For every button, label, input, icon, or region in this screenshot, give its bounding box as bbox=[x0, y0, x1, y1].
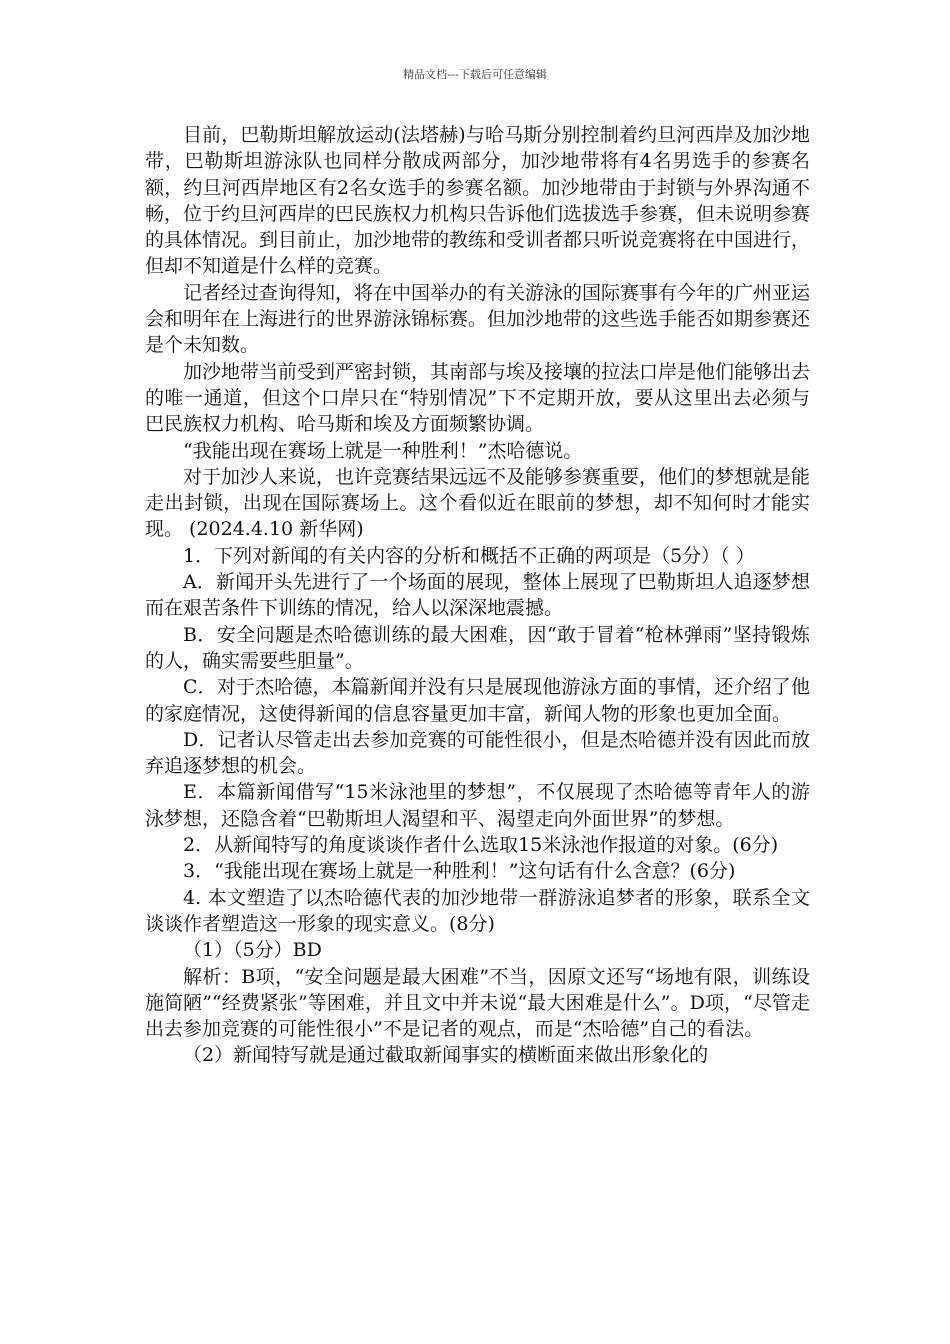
paragraph: 目前，巴勒斯坦解放运动(法塔赫)与哈马斯分别控制着约旦河西岸及加沙地带，巴勒斯坦游泳队也同样分散成两部分，加沙地带将有4名男选手的参赛名额，约旦河西岸地区有2名女选手的参赛名额。加沙地带由于封锁与外界沟通不畅，位于约旦河西岸的巴民族权力机构只告诉他们选拔选手参赛，但未说明参赛的具体情况。到目前止，加沙地带的教练和受训者都只听说竞赛将在中国进行，但却不知道是什么样的竞赛。 bbox=[145, 124, 811, 278]
question-2: 2．从新闻特写的角度谈谈作者什么选取15米泳池作报道的对象。(6分) bbox=[183, 834, 779, 857]
page-header: 精品文档---下载后可任意编辑 bbox=[403, 68, 547, 81]
answer-1-explanation: 解析：B项，“安全问题是最大困难”不当，因原文还写“场地有限，训练设施简陋”“经费紧张”等困难，并且文中并未说“最大困难是什么”。D项，“尽管走出去参加竞赛的可能性很小”不是记者的观点，而是“杰哈德”自己的看法。 bbox=[145, 965, 810, 1041]
paragraph: 加沙地带当前受到严密封锁，其南部与埃及接壤的拉法口岸是他们能够出去的唯一通道，但这个口岸只在“特别情况”下不定期开放，要从这里出去必须与巴民族权力机构、哈马斯和埃及方面频繁协调。 bbox=[145, 360, 811, 436]
paragraph: “我能出现在赛场上就是一种胜利！”杰哈德说。 bbox=[183, 439, 583, 462]
question-1: 1．下列对新闻的有关内容的分析和概括不正确的两项是（5分）（ ） bbox=[183, 544, 755, 567]
answer-2: （2）新闻特写就是通过截取新闻事实的横断面来做出形象化的 bbox=[183, 1044, 709, 1067]
document-body bbox=[145, 122, 810, 1069]
option-e: E．本篇新闻借写“15米泳池里的梦想”，不仅展现了杰哈德等青年人的游泳梦想，还隐含着“巴勒斯坦人渴望和平、渴望走向外面世界”的梦想。 bbox=[145, 781, 810, 830]
paragraph: 记者经过查询得知，将在中国举办的有关游泳的国际赛事有今年的广州亚运会和明年在上海进行的世界游泳锦标赛。但加沙地带的这些选手能否如期参赛还是个未知数。 bbox=[145, 281, 811, 357]
question-4: 4. 本文塑造了以杰哈德代表的加沙地带一群游泳追梦者的形象，联系全文谈谈作者塑造这一形象的现实意义。(8分) bbox=[145, 886, 810, 935]
option-c: C．对于杰哈德，本篇新闻并没有只是展现他游泳方面的事情，还介绍了他的家庭情况，这使得新闻的信息容量更加丰富，新闻人物的形象也更加全面。 bbox=[145, 676, 810, 725]
option-b: B．安全问题是杰哈德训练的最大困难，因“敢于冒着“枪林弹雨”坚持锻炼的人，确实需要些胆量”。 bbox=[145, 623, 810, 672]
option-d: D．记者认尽管走出去参加竞赛的可能性很小，但是杰哈德并没有因此而放弃追逐梦想的机会。 bbox=[145, 728, 810, 778]
question-3: 3．“我能出现在赛场上就是一种胜利！”这句话有什么含意？(6分) bbox=[183, 860, 736, 883]
paragraph: 对于加沙人来说，也许竞赛结果远远不及能够参赛重要，他们的梦想就是能走出封锁，出现在国际赛场上。这个看似近在眼前的梦想，却不知何时才能实现。 (2024.4.10 新华网) bbox=[145, 465, 811, 541]
answer-1: （1）（5分）BD bbox=[183, 939, 322, 962]
option-a: A．新闻开头先进行了一个场面的展现，整体上展现了巴勒斯坦人追逐梦想而在艰苦条件下训练的情况，给人以深深地震撼。 bbox=[145, 571, 810, 620]
